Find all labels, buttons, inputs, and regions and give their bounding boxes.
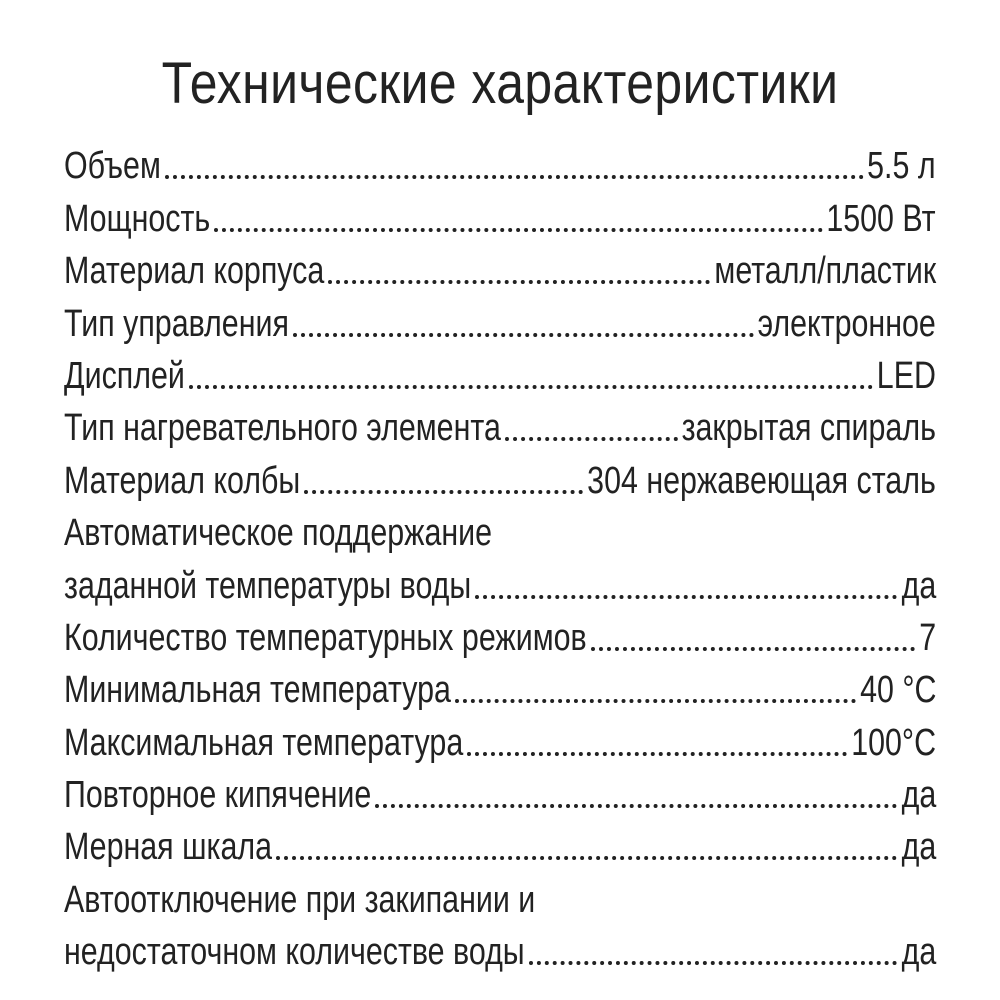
spec-label: Материал колбы — [64, 459, 301, 502]
spec-row — [64, 243, 936, 295]
dot-leader — [475, 595, 897, 599]
dot-leader — [304, 490, 583, 494]
dot-leader — [505, 437, 678, 441]
spec-row — [64, 714, 936, 766]
spec-label: недостаточном количестве воды — [64, 931, 525, 974]
spec-label: Минимальная температура — [64, 669, 451, 712]
spec-value: 100°C — [851, 721, 936, 764]
spec-value: металл/пластик — [714, 250, 936, 293]
dot-leader — [214, 228, 822, 232]
spec-label: Тип управления — [64, 302, 289, 345]
spec-label: Автоматическое поддержание — [64, 512, 493, 555]
dot-leader — [189, 385, 873, 389]
spec-value: да — [901, 774, 936, 817]
dot-leader — [455, 699, 856, 703]
dot-leader — [328, 280, 710, 284]
dot-leader — [529, 961, 898, 965]
spec-value: да — [901, 564, 936, 607]
spec-row — [64, 557, 936, 609]
dot-leader — [591, 647, 915, 651]
specs-list — [64, 138, 936, 976]
dot-leader — [467, 752, 847, 756]
dot-leader — [375, 804, 897, 808]
spec-label: Дисплей — [64, 354, 185, 397]
spec-label-line — [64, 871, 936, 923]
spec-label: заданной температуры воды — [64, 564, 472, 607]
dot-leader — [276, 856, 897, 860]
spec-label: Материал корпуса — [64, 250, 325, 293]
spec-label: Количество температурных режимов — [64, 616, 587, 659]
spec-value: 304 нержавеющая сталь — [587, 459, 936, 502]
spec-value: электронное — [757, 302, 936, 345]
spec-label: Максимальная температура — [64, 721, 464, 764]
spec-value: да — [901, 826, 936, 869]
spec-label: Тип нагревательного элемента — [64, 407, 501, 450]
spec-label: Автоотключение при закипании и — [64, 878, 536, 921]
spec-label: Объем — [64, 145, 161, 188]
spec-value: 1500 Вт — [826, 197, 936, 240]
spec-row — [64, 924, 936, 976]
spec-row — [64, 138, 936, 190]
spec-row — [64, 819, 936, 871]
spec-row — [64, 400, 936, 452]
spec-value: да — [901, 931, 936, 974]
spec-value: 40 °C — [859, 669, 936, 712]
page-title: Технические характеристики — [161, 51, 839, 116]
spec-value: закрытая спираль — [681, 407, 936, 450]
spec-row — [64, 767, 936, 819]
dot-leader — [293, 333, 754, 337]
spec-row — [64, 662, 936, 714]
spec-label-line — [64, 505, 936, 557]
spec-value: 5.5 л — [867, 145, 936, 188]
spec-label: Мерная шкала — [64, 826, 272, 869]
spec-value: LED — [876, 354, 936, 397]
spec-value: 7 — [919, 616, 936, 659]
spec-label: Повторное кипячение — [64, 774, 372, 817]
spec-row — [64, 348, 936, 400]
spec-label: Мощность — [64, 197, 211, 240]
spec-row — [64, 452, 936, 504]
spec-row — [64, 190, 936, 242]
spec-row — [64, 610, 936, 662]
dot-leader — [165, 175, 864, 179]
spec-row — [64, 295, 936, 347]
